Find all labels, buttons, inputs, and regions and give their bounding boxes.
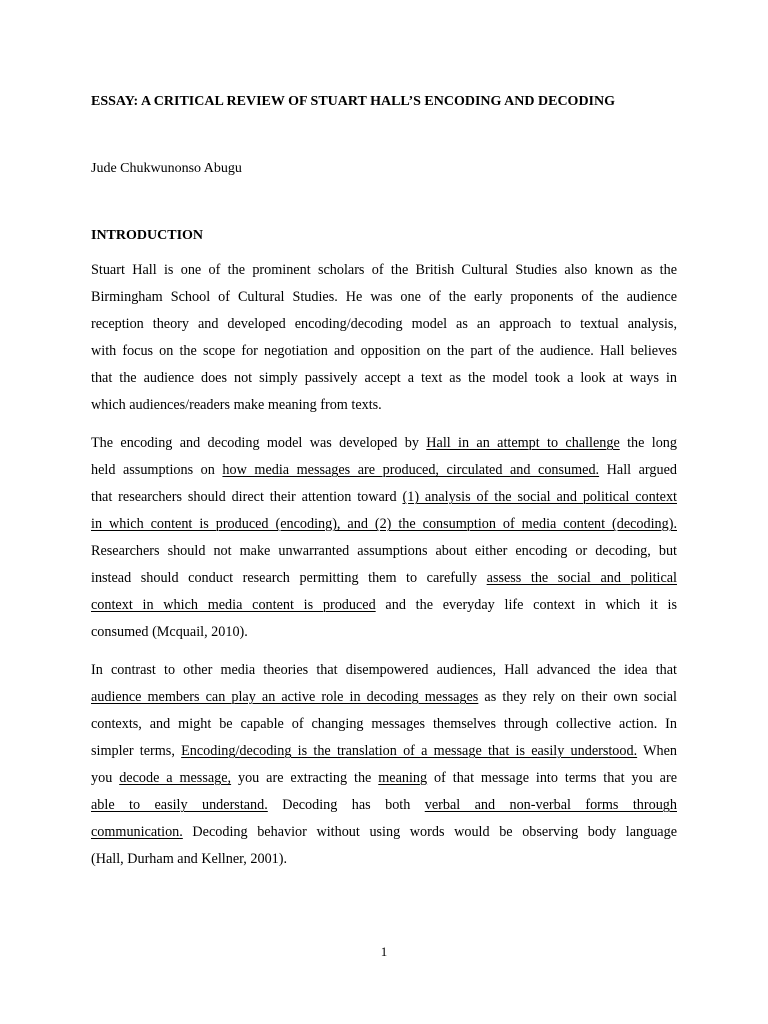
- underlined-text: how media messages are produced, circulated and consumed.: [222, 462, 600, 478]
- underlined-text: assess the social and political: [486, 570, 677, 586]
- paragraph-line: that the audience does not simply passively accept a text as the model took a look at ways in: [91, 370, 677, 386]
- underlined-text: Encoding/decoding is the translation of a message that is easily understood.: [181, 743, 638, 759]
- text-run: you: [91, 770, 120, 786]
- underlined-text: (1) analysis of the social and political context: [402, 489, 677, 505]
- paragraph-line: reception theory and developed encoding/decoding model as an approach to textual analysis,: [91, 316, 677, 332]
- paragraph-line: consumed (Mcquail, 2010).: [91, 624, 248, 640]
- paragraph-introduction: [91, 262, 677, 424]
- text-run: the long: [619, 435, 677, 451]
- underlined-text: audience members can play an active role in decoding messages: [91, 689, 479, 705]
- paragraph-line: [91, 570, 677, 597]
- page-number: 1: [380, 944, 388, 959]
- paragraph-line: which audiences/readers make meaning from texts.: [91, 397, 382, 413]
- paragraph-encoding-model: [91, 435, 677, 651]
- paragraph-line: [91, 770, 677, 797]
- text-run: that researchers should direct their attention toward: [91, 489, 403, 505]
- underlined-text: decode a message,: [119, 770, 232, 786]
- paragraph-line: [91, 489, 677, 516]
- paragraph-line: [91, 743, 677, 770]
- text-run: of that message into terms that you are: [427, 770, 677, 786]
- underlined-text: meaning: [378, 770, 428, 786]
- underlined-text: able to easily understand.: [91, 797, 268, 813]
- text-run: Hall argued: [599, 462, 677, 478]
- paragraph-line: [91, 797, 677, 824]
- paragraph-line: Birmingham School of Cultural Studies. He was one of the early proponents of the audience: [91, 289, 677, 305]
- paragraph-line: [91, 462, 677, 489]
- author-name: Jude Chukwunonso Abugu: [91, 161, 242, 176]
- paragraph-line: [91, 435, 677, 462]
- text-run: instead should conduct research permitting them to carefully: [91, 570, 487, 586]
- text-run: and the everyday life context in which it is: [375, 597, 677, 613]
- paragraph-line: [91, 516, 677, 543]
- underlined-text: Hall in an attempt to challenge: [426, 435, 620, 451]
- paragraph-line: [91, 597, 677, 624]
- paragraph-line: [91, 824, 677, 851]
- paragraph-line: (Hall, Durham and Kellner, 2001).: [91, 851, 288, 867]
- text-run: as they rely on their own social: [478, 689, 677, 705]
- underlined-text: communication.: [91, 824, 183, 840]
- paragraph-audience-role: [91, 662, 677, 878]
- essay-title: ESSAY: A CRITICAL REVIEW OF STUART HALL’S ENCODING AND DECODING: [91, 94, 616, 109]
- underlined-text: in which content is produced (encoding), and (2) the consumption of media content (decoding).: [91, 516, 677, 532]
- text-run: Decoding behavior without using words would be observing body language: [182, 824, 677, 840]
- underlined-text: context in which media content is produced: [91, 597, 376, 613]
- underlined-text: verbal and non-verbal forms through: [424, 797, 677, 813]
- text-run: held assumptions on: [91, 462, 223, 478]
- paragraph-line: [91, 689, 677, 716]
- paragraph-line: Researchers should not make unwarranted assumptions about either encoding or decoding, but: [91, 543, 677, 559]
- text-run: you are extracting the: [231, 770, 379, 786]
- paragraph-line: In contrast to other media theories that disempowered audiences, Hall advanced the idea that: [91, 662, 677, 678]
- paragraph-line: Stuart Hall is one of the prominent scholars of the British Cultural Studies also known as the: [91, 262, 677, 278]
- text-run: simpler terms,: [91, 743, 182, 759]
- text-run: The encoding and decoding model was developed by: [91, 435, 427, 451]
- text-run: When: [637, 743, 678, 759]
- text-run: Decoding has both: [267, 797, 425, 813]
- section-heading: INTRODUCTION: [91, 228, 204, 243]
- paragraph-line: contexts, and might be capable of changing messages themselves through collective action. In: [91, 716, 677, 732]
- paragraph-line: with focus on the scope for negotiation and opposition on the part of the audience. Hall believes: [91, 343, 677, 359]
